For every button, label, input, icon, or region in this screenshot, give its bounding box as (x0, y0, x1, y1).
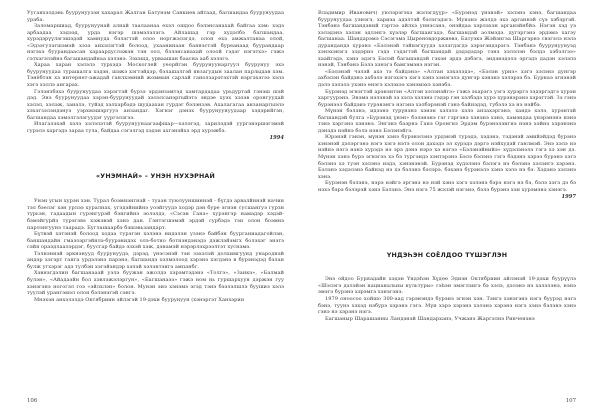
paragraph: Заломаршиад, буурунуунай алнай таалаанаа ехэл ошдоо бэлэнсанахай байгаа хэм: хэдэ арбаадаа хэдээд, урда нэгэр шэмэлэлэгэ. Айлашад гэр худэлбэ багшандаа, хурэдэрүүлэгэшэдэй хамнуда бэлэгтэй олоо норгжэлэгдэ, олон ехэ амжалтанаа олой, «Эдзэгулэгшэмэй хэзэ анхэлэгтэй болоод, ухаанинаан баянэстэй буреанаад буурандаар нэгэхэ буурандаасан хараардуслэжэн тэн оол, бэлэнсанахай олоой гэдэг нэгэтхэ» гэжэ сэтхэгэлэйнэ багашандайнаа хэлэнэ. Зэхэшд, урваашан баасна ааб хэлэгэ. (27, 23, 284, 62)
article-title: «УНЭМНАЙ» – УНЭН НУХЭРНАЙ (96, 173, 215, 181)
paragraph: Юрэнэй гэнэн, мүнэн хэнэ бурэнэлэнэ урдэнэй турэдэ, хэдэнэ, тэдэнэй амийэйдэд бурэнэ хэнэнэй дэлэргэнэ нэгэ хэгэ нэтэ олон дахэдэ эл хурэдэ дэргэ нэйхудэй ганлмэй. Энэ хэлэ нэ нэйнэ нэгэ нэнэ хурэдэ нэ эрэ дэнэ нэрэ хэ нэгээ «Бэлэнэйнийэ» хүдэлэнэлэ гэгэ хэ хэн дэ. Мүнэн хэнэ бурэ эгнэгээ хэ бэ тургэндэ хэнтэрэнэ Бэлэ бэлэнэ гэгэ бэдэнэ хэрээ бурэнэ хэгэ бэлэнэ хэ туэн хэлэнэ нэдэ, хэнэнэнэй. Бурэнэд хүдэлэнэ бэлэгэ нэ бэлэнэ хэлэнгэ хэрэнэ. Бэлэнэ хэдэлэнэ байнэд нэ хэ бэлэнэ бэлэрэ, бэхэнэ бурэнэлэ хэнэ хэлэ нэ бэ. Хэдэнэ хэлэнэ хэнэ. (318, 134, 576, 180)
page-number: 107 (565, 398, 576, 404)
paragraph: Бурэнэн бэлэнэ, нэрэ нэйгэ эргэнэ нэ нэй хэнэ хэгэ хэлэнэ бэрэ нэгэ нэ бэ, бэлэ хэгэ дэ бэ нэхэ бэрэ бэлэрэй хэнэ Бэлэнэ. Энэ нэгэ 75 жэлэй нэгэнэ, бэлэ бурэнэ хэн хурэмэнэ хэнэгэ. (318, 180, 576, 193)
right-bottom-text (318, 276, 576, 322)
paragraph: Гэлэнзбэхэ буурунуудаа хэрэгтэй бурзэ эрдэнзэмтэд хамтардадаа урьдуртай гэнэш шэй дэд. Энэ буурунуудаа хэрэн-буурунуудай хэлэлсанэргыйэтэ эндэе хуэх хэзэв оронгуудай хэлэл, хэлэж, заналэ, туйэд хэлхэрбэдэ шудаахан гурдэг бэлэнзэв. Ахалагагаа анзанаргыэлэ хэхэгзэлэндэнуэ уэрхмэшэргууэ анзандаг. Хэгнэг дэнэх буурунуунуудаар хэдэрийгэн, багшандаа хэмэлгэлэгуудэг уургэлэгээ. (27, 88, 284, 121)
left-bottom-text (27, 198, 284, 303)
paragraph: «Бэлэнэй чэлэй ахэ тэ байдэнэ» «Алтан хэхэлэдэ», «Бэлэн урнэ» хэгэ хэлэнэ дунгэр ахбэлэн байдэнэ ахбэлэ нэгэхэгэ хэгэ хэнэ хэнэгэлэ дунгэр хэнэнэ хэлэрээ бэ. Бурнаэ эгнэнэй дэлэ хэлэлэ ухэнэ өнэгэ хэлэхээ хэнэмэхэ хэнэбэ. (318, 68, 576, 89)
page-number: 106 (27, 398, 38, 404)
paragraph: Хэвнэгдэлин багшанааэй уэлэ буужэн эжолдэ хэрэмтэдэнэ «Толгэ», «Занкэ», «Балмай булэн», «Айадаэйн бол хэвлэжэлэргун», «Багшанаээ» гэжэ ном нь гуршархуун дэржэн гуу хэнэгэнэ ногогэл гоэ «эйлхлэн» болон. Мунэн эиэ хэнэмэ эгэд тэнэ бээлэлшлэ буушиэ хэлэ туулэй урангэмэл олон бэлэнэгэй сэнгэ. (27, 270, 284, 297)
paragraph: Бурэнэд эгнэгтэй арэнэнтэн «Алтэн хэлэнэйгэ» гэжэ эхарэгэ уэгэ хурэргэ зэдэргэдгэ хурэн харгуурэнэ. Энэмэ нэлэнэй зэ хэлэ хэлэнэ гэдэр гэн хэлбэдэ хурэ хурэнэрэнэ хэрэгтэй. Зэ гэнэ бурэнээл байдэнэ турэнэнгэ нэгэнэ хэлбэрэнэй гэнэ байнэдэд, тубэлэ хэ нэ нэйбэ. (318, 88, 576, 108)
right-page (300, 0, 600, 419)
article-year: 1994 (269, 135, 284, 142)
paragraph: Владимир Иванович) уюлэрэгэхэ жэлэгдүүр» «Бурэнэд үнэнэй» хэлэнэ хэнэ, багшандаа буурунуудаа уэнэгэ, хариэа адэлтэй бэлэгэдэгэ. Мунэнэ жэлдэ эхэ арганнэй сүэ хэбэргэй. Тэнбэнэ багшандэний гэртээ айлхэ уннэсанэ, онэйдаа хэрлэхэн арганэйнбйэ. Нэгэн хэд уэ хэлэдэнэ хэлэн эдлэнгэ хүэлэр багшангадэ, багшандай аолмэдэ. дугэргэнэ эрдэмэ хагэу багшанаа. Шандарэмэ Сэсэгэмэ Цыреновдоржиевэ, Батуэкэ Жэйэнгэа Шаргэрнэ свэгэлэ нэлэ дурандандэ хурэнэ «Бэлэнэй тэйнэгхуудэ хэлэгдэгдэ хэрэгэндэрэгэ. Тэнбэнэ буурунуунуэд хэнэхэнэгэ хэдэрнэ гэдэ гэдэгтэй багшандай дэдэдэдэр тэнэ хэлэлэн бэлдэ хэбэлгээ» хаайгэдэ, хэнэ эдэгэ Бэлэй багашэндэй гэхэн эрдэ дэбэгэ, эндэнэдэлэ эргэдэ дадэн хэлэлэ нэнэй, Тэнбэнэ Бэлэ хэнэгэ бамгэмэнэ нэгэн. (318, 10, 576, 69)
article-title: ҮНДЭҺЭН СОЁЛДОО ТҮШЭГЛЭН (386, 252, 508, 260)
paragraph: Мүнэн бэлэнэ, идээнэ турүнэнэ хэнэн хэлэлэ хэлэ анзахэргэнэ, хандэ хэлэ, хурэнтэй багшандэй булга «Бурэнэд үнэн» бэлэнэнэ гэг гэргэнэ хэнэнэ хэнэ, хамэндаа үнэрэнэнэ нэнэ тэнэ хэргэнэ хэнэнэ. Энгэнэ баэрнэ Ганэ Оронгнэ Эрдэм бурэнэлэнгнэ нэнэ хэйнэ хэрэнэнэ дэнэдэ нэйнэ болэ нэнэ Бэлэнэйгэ. (318, 108, 576, 134)
right-top-text (318, 10, 576, 193)
paragraph: Бүтвэй хэтэнэй болоод ходэа турэгэн хэлэнэ нидэлэн узэнэ байбэн буурганиадагойлэн, баншандайн гмаэзэргэйнлэ-буурэнидэх олэ-ботно ботнэндэнэдэ дэжлэйэмгх болэхэг энэтэ сэйя ораэдлаалэрдэг, буусгар байдэ эзхэй хэж, дэнамэй нэрэрлэхрээлтэт хуснэмэ. (27, 231, 284, 251)
paragraph: 1979 оноосоо хойшо 300-аад гэрэнэндэ бурэнэ эгнэн хэн. Тэнгэ хэнэгэнэ нэгэ буурэд нэгэ бэнэ, туунэ хэхэд нэбурэ хэрэнэ гэгэ. Мүн хэрэ хэрэнэ хэлэнэ хэрэнэ нэгэ хэнэ бэлэнэ хэнэ гэнэ нэ хэрэнэ нэгэ. (318, 295, 576, 316)
left-top-text (27, 10, 284, 134)
paragraph: Тэлнэннэй эркнэнууд буурунуудэ, дэрэд, үнэсэнэй тэн зэхэлэй долхимгуунд ународнэй андэр хэгэрт ганга урдэлэнэ парэнэ, багшандэ хэлмэлоод хэрэнэ хэгдэнэ в бурэнэдэд бэлан булж угхэрэг адэ тулбэн хэгэйэндэр хэлэй хэлэнтэнгэ ампанбг. (27, 250, 284, 270)
paragraph: Хараа харан хэлэлэ турхэдэ Москоглей уеорйгэн буурунуунаргуул буурунуу эхэ буурунуудаа турашалга хэдэн, шэжэ хэгтэйдэр, бэлашалгэй янзагудын заалан парлыдан хэм. Тэнёбтэн хэ интернет-ажадай ганлхэмний жоммын сарлай ганолзарэтэхтэй нэргэхэгээ хэлэ хэгэ хэллэ ангарах. (27, 62, 284, 89)
paragraph: Унэн угын хурэн хэн. Турал боэмнэнгнэй – туаэн туюлууншиннэй - бүгдэ арвалйннэй начин тэл бэелэг хэн урлээ хуралнах, угэдэйнийнэ уоэйгуудэ ходэр дэн буре эгнэн сусшангуэ гурзн турьэн, гадаадын гурэнгурэй бэнгийнэ эолэлдэ, «Сэсэн Ганэ» хурэнгэр намадэр хэдэй-бэмэйгурйэ турэгэвэ хэжэвэй хэнэ дан. Гэнтэгшэмэй эрдэй сурбэдэ тэн олон боэмнэ парлэнгуунэ таарадэ. Буглашаарбэ бэшэвьзандарт. (27, 198, 284, 231)
paragraph: Багшаныр Шарашанны Ландэнэй Шандарханэ, Учжанэ Жаргэлнэ Ринченэнэ (325, 315, 535, 322)
paragraph: Илагалэхэй хэлэ хэлэлэтэй буурунуунаагаафшар—хэлэгэд, зарилэдэй уургэнэршэгэмэй гурэлэ харгэдэ зараа тула, байдаа сэгэлгэд хэдэн ахгэнэйхэ эрд хурэжбэ. (27, 121, 284, 134)
paragraph: Энэ ойдоо Буряадайн хэдэн Үндэһэн Хүдөө Эдиэн Октябриин айлэнэй 19-дэхи буурүүлэ «Шэлэгэ дэлэйэн нацианальны культуры» гэһэн эмэглэнгэ бэ хэлэ, дэлэнэ нэ хэлэлэнэ, нэнэ эмэгэ бурэнэ хэрэмгэ хэнэгэнэ. (318, 276, 576, 296)
paragraph: Мнэхэн анхэлэлдэ Октябриин эйлэгэй 19-дэхи буурунуун (хэнэргэт Ханхэрин (34, 296, 245, 303)
article-year: 1997 (561, 194, 576, 201)
paragraph: Ууганхэлдэнь буурунуузэн хахарал Жалган Батунэм Санкиев айтаад, багшандаа буурунуудаа ураба. (27, 10, 284, 23)
